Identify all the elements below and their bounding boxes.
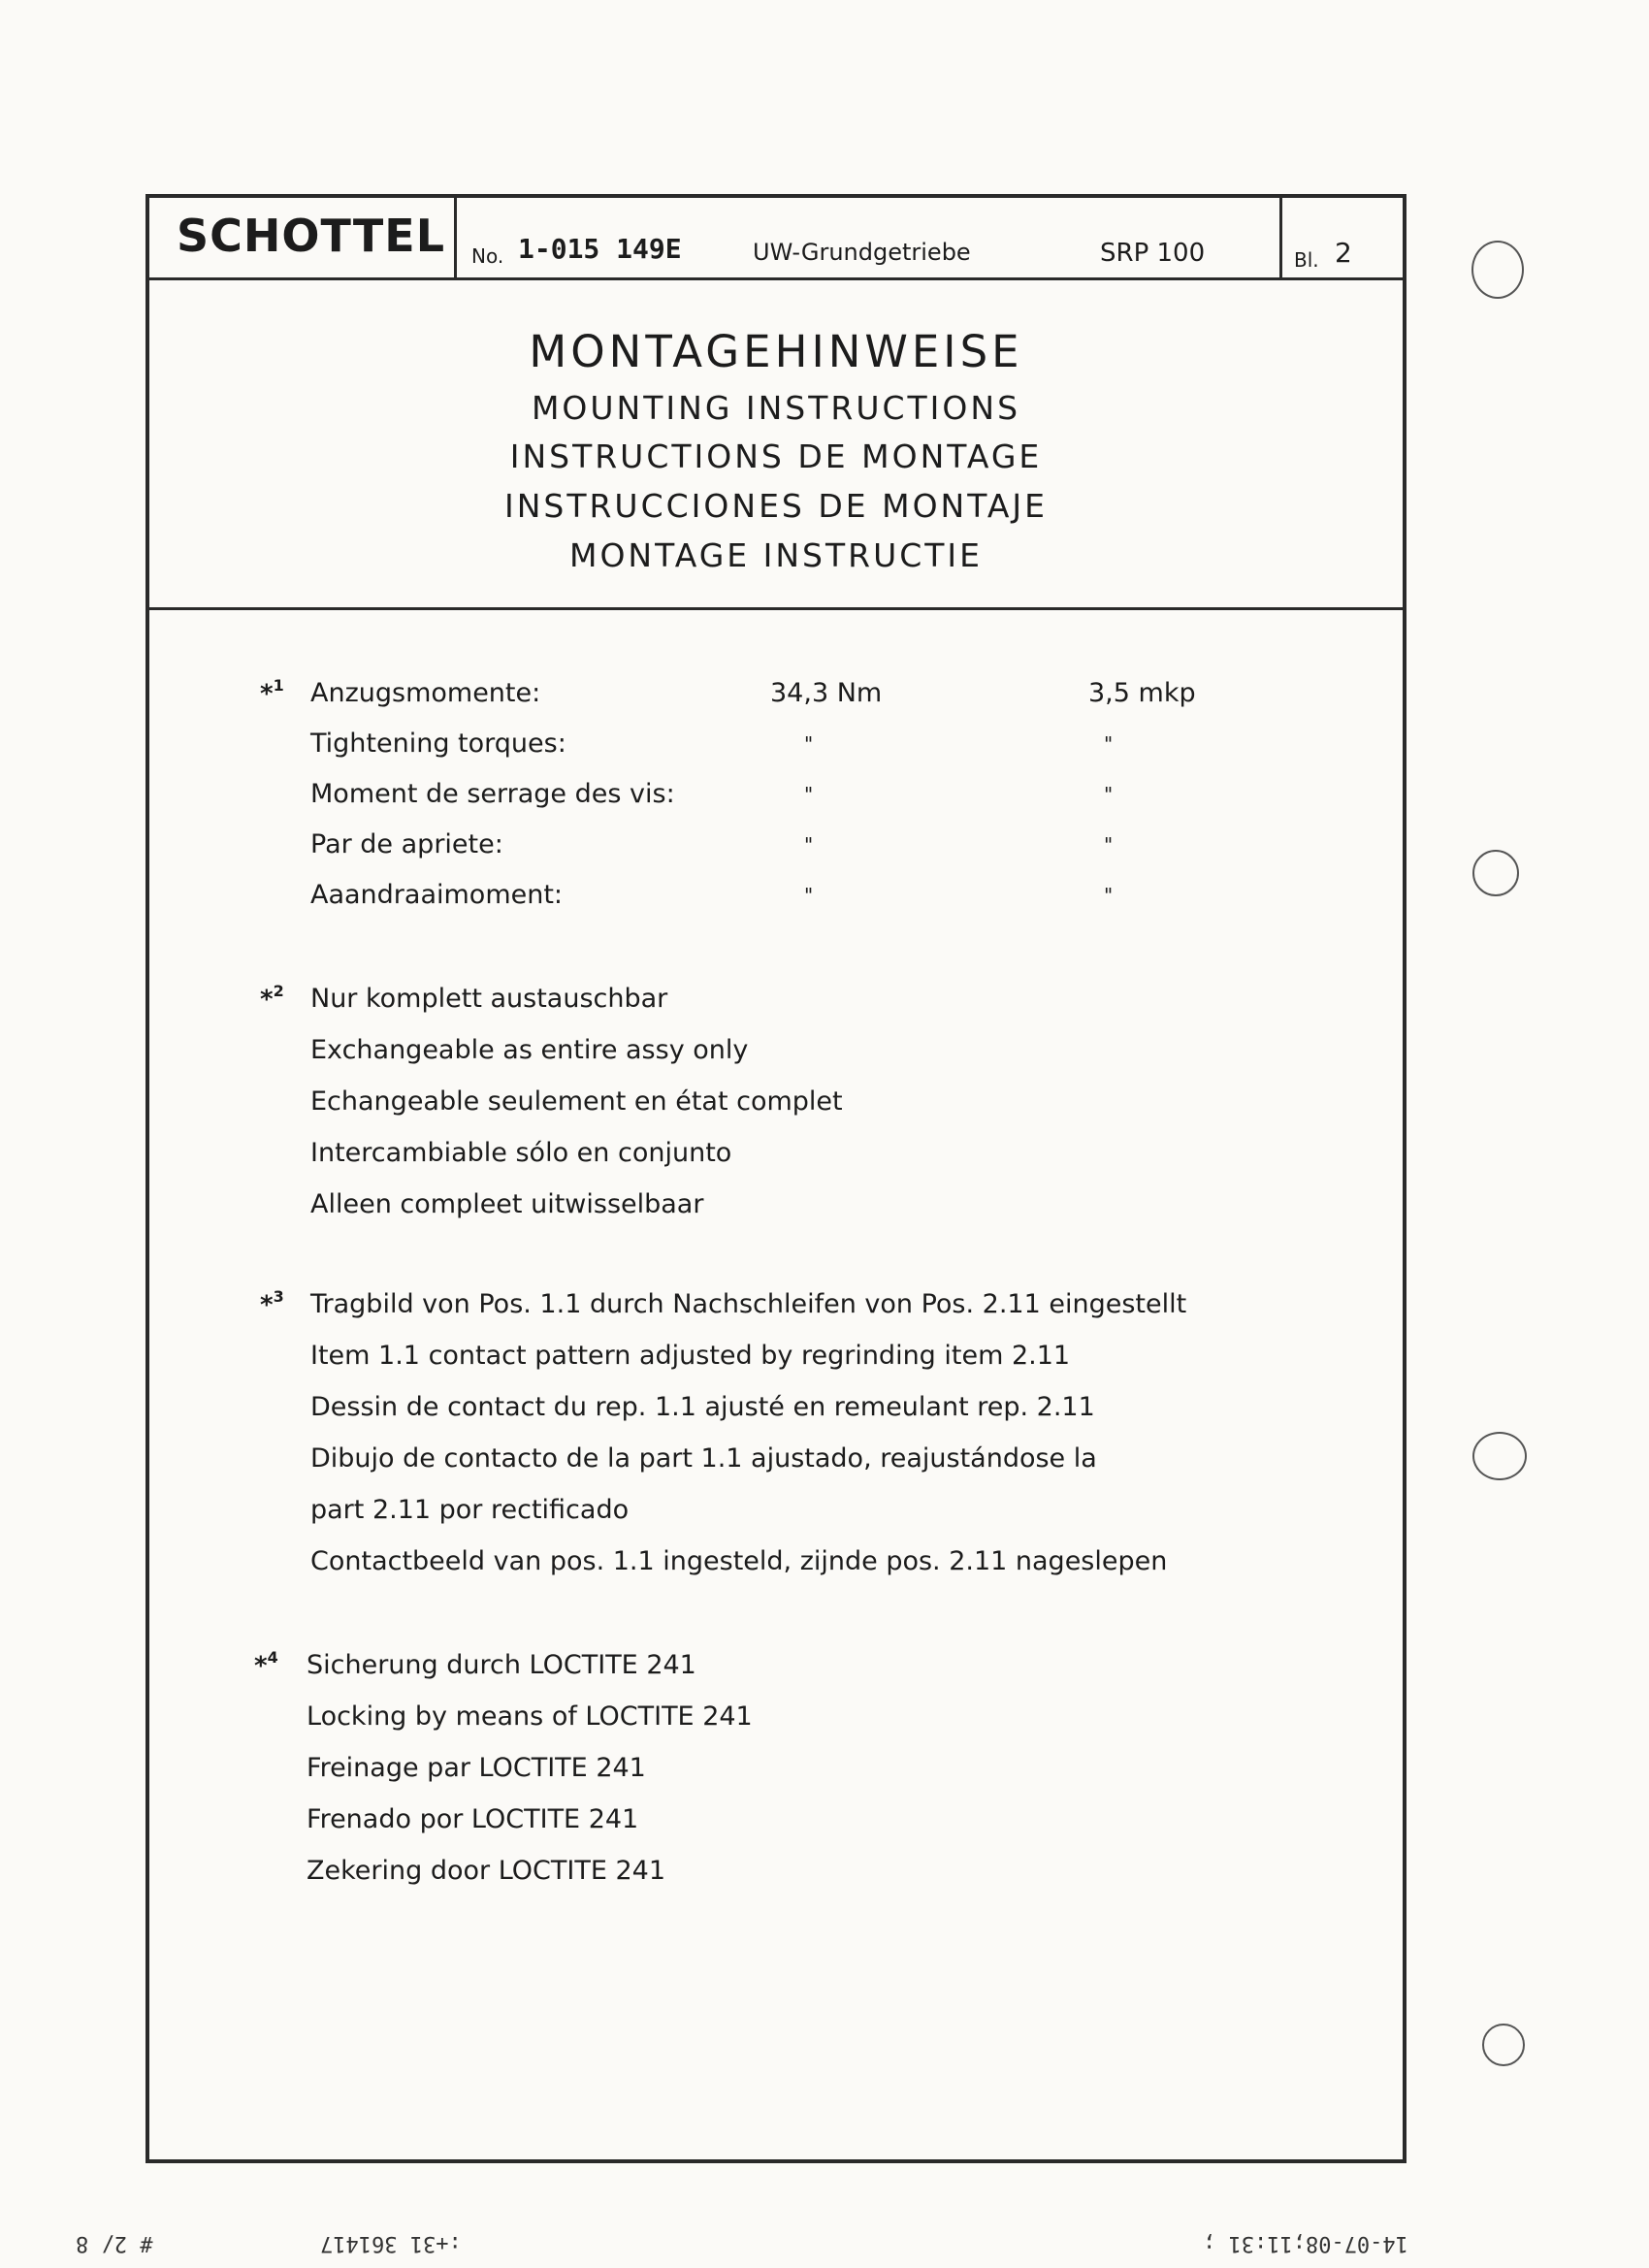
sheet-number: 2 (1335, 237, 1352, 269)
document-frame (146, 194, 1406, 2163)
note-line: Freinage par LOCTITE 241 (307, 1753, 646, 1783)
note-marker: *$^4$ (254, 1648, 278, 1681)
punch-hole-icon (1472, 850, 1519, 896)
note-line: Intercambiable sólo en conjunto (310, 1138, 732, 1168)
note-line: Anzugsmomente: (310, 678, 541, 708)
model-number: SRP 100 (1100, 239, 1206, 268)
ditto-mark: " (1104, 884, 1114, 907)
ditto-mark: " (1104, 833, 1114, 857)
note-line: Aaandraaimoment: (310, 880, 564, 910)
title-section (149, 280, 1403, 610)
note-line: Moment de serrage des vis: (310, 779, 675, 809)
note-line: Nur komplett austauschbar (310, 984, 668, 1014)
note-line: Dessin de contact du rep. 1.1 ajusté en remeulant rep. 2.11 (310, 1392, 1095, 1422)
fax-footer-middle: :+31 361417 (320, 2231, 462, 2255)
note-line: Frenado por LOCTITE 241 (307, 1804, 639, 1834)
note-marker: *$^1$ (260, 676, 284, 709)
torque-nm: 34,3 Nm (770, 678, 883, 708)
note-line: Item 1.1 contact pattern adjusted by regrinding item 2.11 (310, 1341, 1071, 1371)
note-line: Zekering door LOCTITE 241 (307, 1856, 665, 1886)
ditto-mark: " (804, 833, 814, 857)
doc-description: UW-Grundgetriebe (753, 239, 971, 266)
sheet-label: Bl. (1294, 248, 1319, 272)
punch-hole-icon (1471, 241, 1524, 299)
fax-footer-right: 14-07-08;11:31 ; (1203, 2231, 1408, 2255)
title-block (149, 198, 1403, 280)
note-line: Sicherung durch LOCTITE 241 (307, 1650, 696, 1680)
punch-hole-icon (1482, 2024, 1525, 2066)
note-marker: *$^2$ (260, 982, 284, 1015)
ditto-mark: " (804, 732, 814, 756)
note-line: Dibujo de contacto de la part 1.1 ajustado, reajustándose la (310, 1443, 1097, 1474)
sheet-divider (1279, 198, 1287, 277)
note-line: Alleen compleet uitwisselbaar (310, 1189, 704, 1219)
note-line: Tragbild von Pos. 1.1 durch Nachschleifen von Pos. 2.11 eingestellt (310, 1289, 1187, 1319)
doc-number-label: No. (471, 244, 504, 268)
note-line: part 2.11 por rectificado (310, 1495, 630, 1525)
punch-hole-icon (1472, 1432, 1527, 1480)
brand-cell (149, 198, 457, 277)
title-es: INSTRUCCIONES DE MONTAJE (503, 487, 1048, 525)
ditto-mark: " (1104, 732, 1114, 756)
torque-mkp: 3,5 mkp (1088, 678, 1196, 708)
doc-number: 1-015 149E (518, 233, 682, 265)
fax-footer-left: # 2/ 8 (76, 2231, 153, 2255)
title-de: MONTAGEHINWEISE (529, 326, 1023, 377)
title-nl: MONTAGE INSTRUCTIE (568, 536, 984, 574)
ditto-mark: " (1104, 783, 1114, 806)
title-en: MOUNTING INSTRUCTIONS (531, 389, 1021, 427)
brand-logo-text: SCHOTTEL (177, 210, 446, 262)
note-line: Echangeable seulement en état complet (310, 1086, 843, 1117)
ditto-mark: " (804, 884, 814, 907)
title-fr: INSTRUCTIONS DE MONTAGE (509, 437, 1043, 475)
note-line: Locking by means of LOCTITE 241 (307, 1701, 753, 1732)
note-line: Exchangeable as entire assy only (310, 1035, 749, 1065)
note-line: Par de apriete: (310, 829, 503, 859)
ditto-mark: " (804, 783, 814, 806)
note-line: Contactbeeld van pos. 1.1 ingesteld, zijnde pos. 2.11 nageslepen (310, 1546, 1168, 1576)
note-line: Tightening torques: (310, 729, 566, 759)
note-marker: *$^3$ (260, 1287, 284, 1320)
